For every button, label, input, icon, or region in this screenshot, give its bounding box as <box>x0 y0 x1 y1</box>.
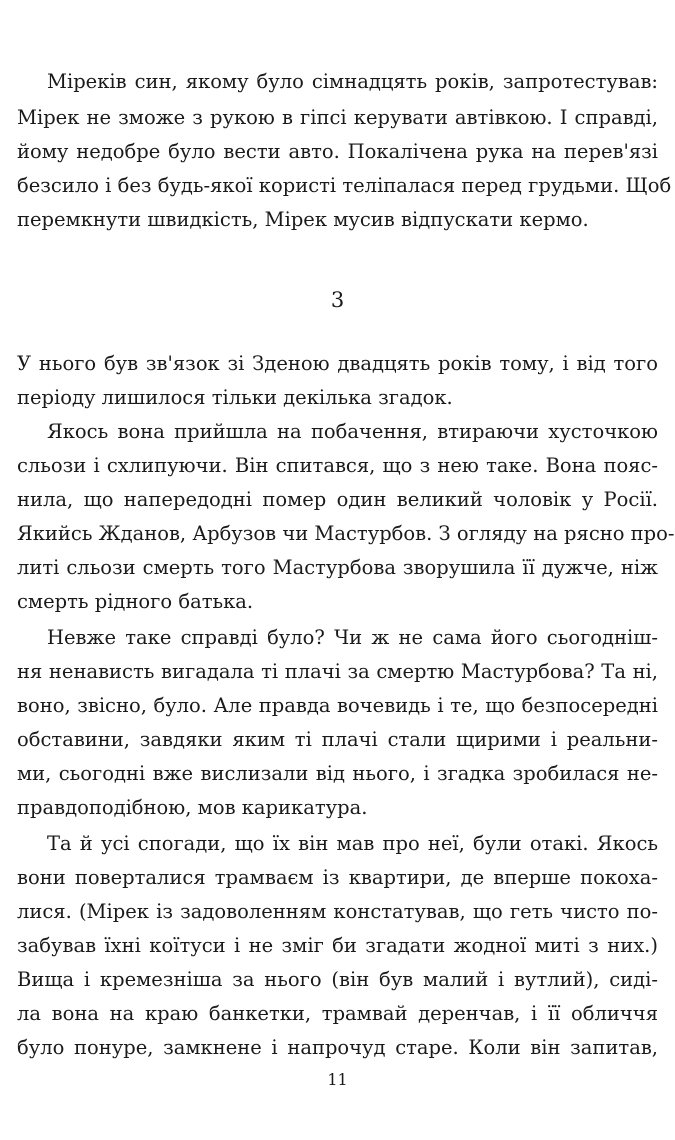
text-line: ня ненависть вигадала ті плачі за смертю Мастурбова? Та ні, <box>17 660 658 683</box>
text-line: У нього був зв'язок зі Зденою двадцять років тому, і від того <box>17 352 658 375</box>
text-line: безсило і без будь-якої користі теліпалася перед грудьми. Щоб <box>17 174 672 197</box>
text-line: обставини, завдяки яким ті плачі стали щирими і реальни- <box>17 728 658 751</box>
text-line: сльози і схлипуючи. Він спитався, що з нею таке. Вона пояс- <box>17 454 658 477</box>
text-line: періоду лишилося тільки декілька згадок. <box>17 386 453 409</box>
chapter-number: 3 <box>330 288 345 312</box>
text-line: ла вона на краю банкетки, трамвай деренчав, і її обличчя <box>17 1002 658 1025</box>
text-line: нила, що напередодні помер один великий чоловік у Росії. <box>17 488 658 511</box>
text-line: забував їхні коїтуси і не зміг би згадати жодної миті з них.) <box>17 934 658 957</box>
text-line: литі сльози смерть того Мастурбова зворушила її дужче, ніж <box>17 556 658 579</box>
page-number: 11 <box>327 1070 348 1089</box>
text-line: перемкнути швидкість, Мірек мусив відпускати кермо. <box>17 208 589 231</box>
text-line: смерть рідного батька. <box>17 590 254 613</box>
text-line: Мірек не зможе з рукою в гіпсі керувати автівкою. І справді, <box>17 106 658 129</box>
text-line: було понуре, замкнене і напрочуд старе. Коли він запитав, <box>17 1036 658 1059</box>
text-line: Якось вона прийшла на побачення, втираючи хусточкою <box>47 420 658 443</box>
text-line: Якийсь Жданов, Арбузов чи Мастурбов. З огляду на рясно про- <box>17 522 675 545</box>
text-line: Міреків син, якому було сімнадцять років, запротестував: <box>47 70 658 93</box>
text-line: правдоподібною, мов карикатура. <box>17 796 368 819</box>
text-line: вони поверталися трамваєм із квартири, де вперше покоха- <box>17 866 658 889</box>
text-line: Вища і кремезніша за нього (він був малий і вутлий), сиді- <box>17 968 658 991</box>
text-line: йому недобре було вести авто. Покалічена рука на перев'язі <box>17 140 658 163</box>
text-line: воно, звісно, було. Але правда вочевидь і те, що безпосередні <box>17 694 658 717</box>
text-line: Та й усі спогади, що їх він мав про неї, були отакі. Якось <box>47 832 658 855</box>
text-line: лися. (Мірек із задоволенням констатував, що геть чисто по- <box>17 900 658 923</box>
text-line: ми, сьогодні вже вислизали від нього, і згадка зробилася не- <box>17 762 658 785</box>
text-line: Невже таке справді було? Чи ж не сама його сьогодніш- <box>47 626 658 649</box>
